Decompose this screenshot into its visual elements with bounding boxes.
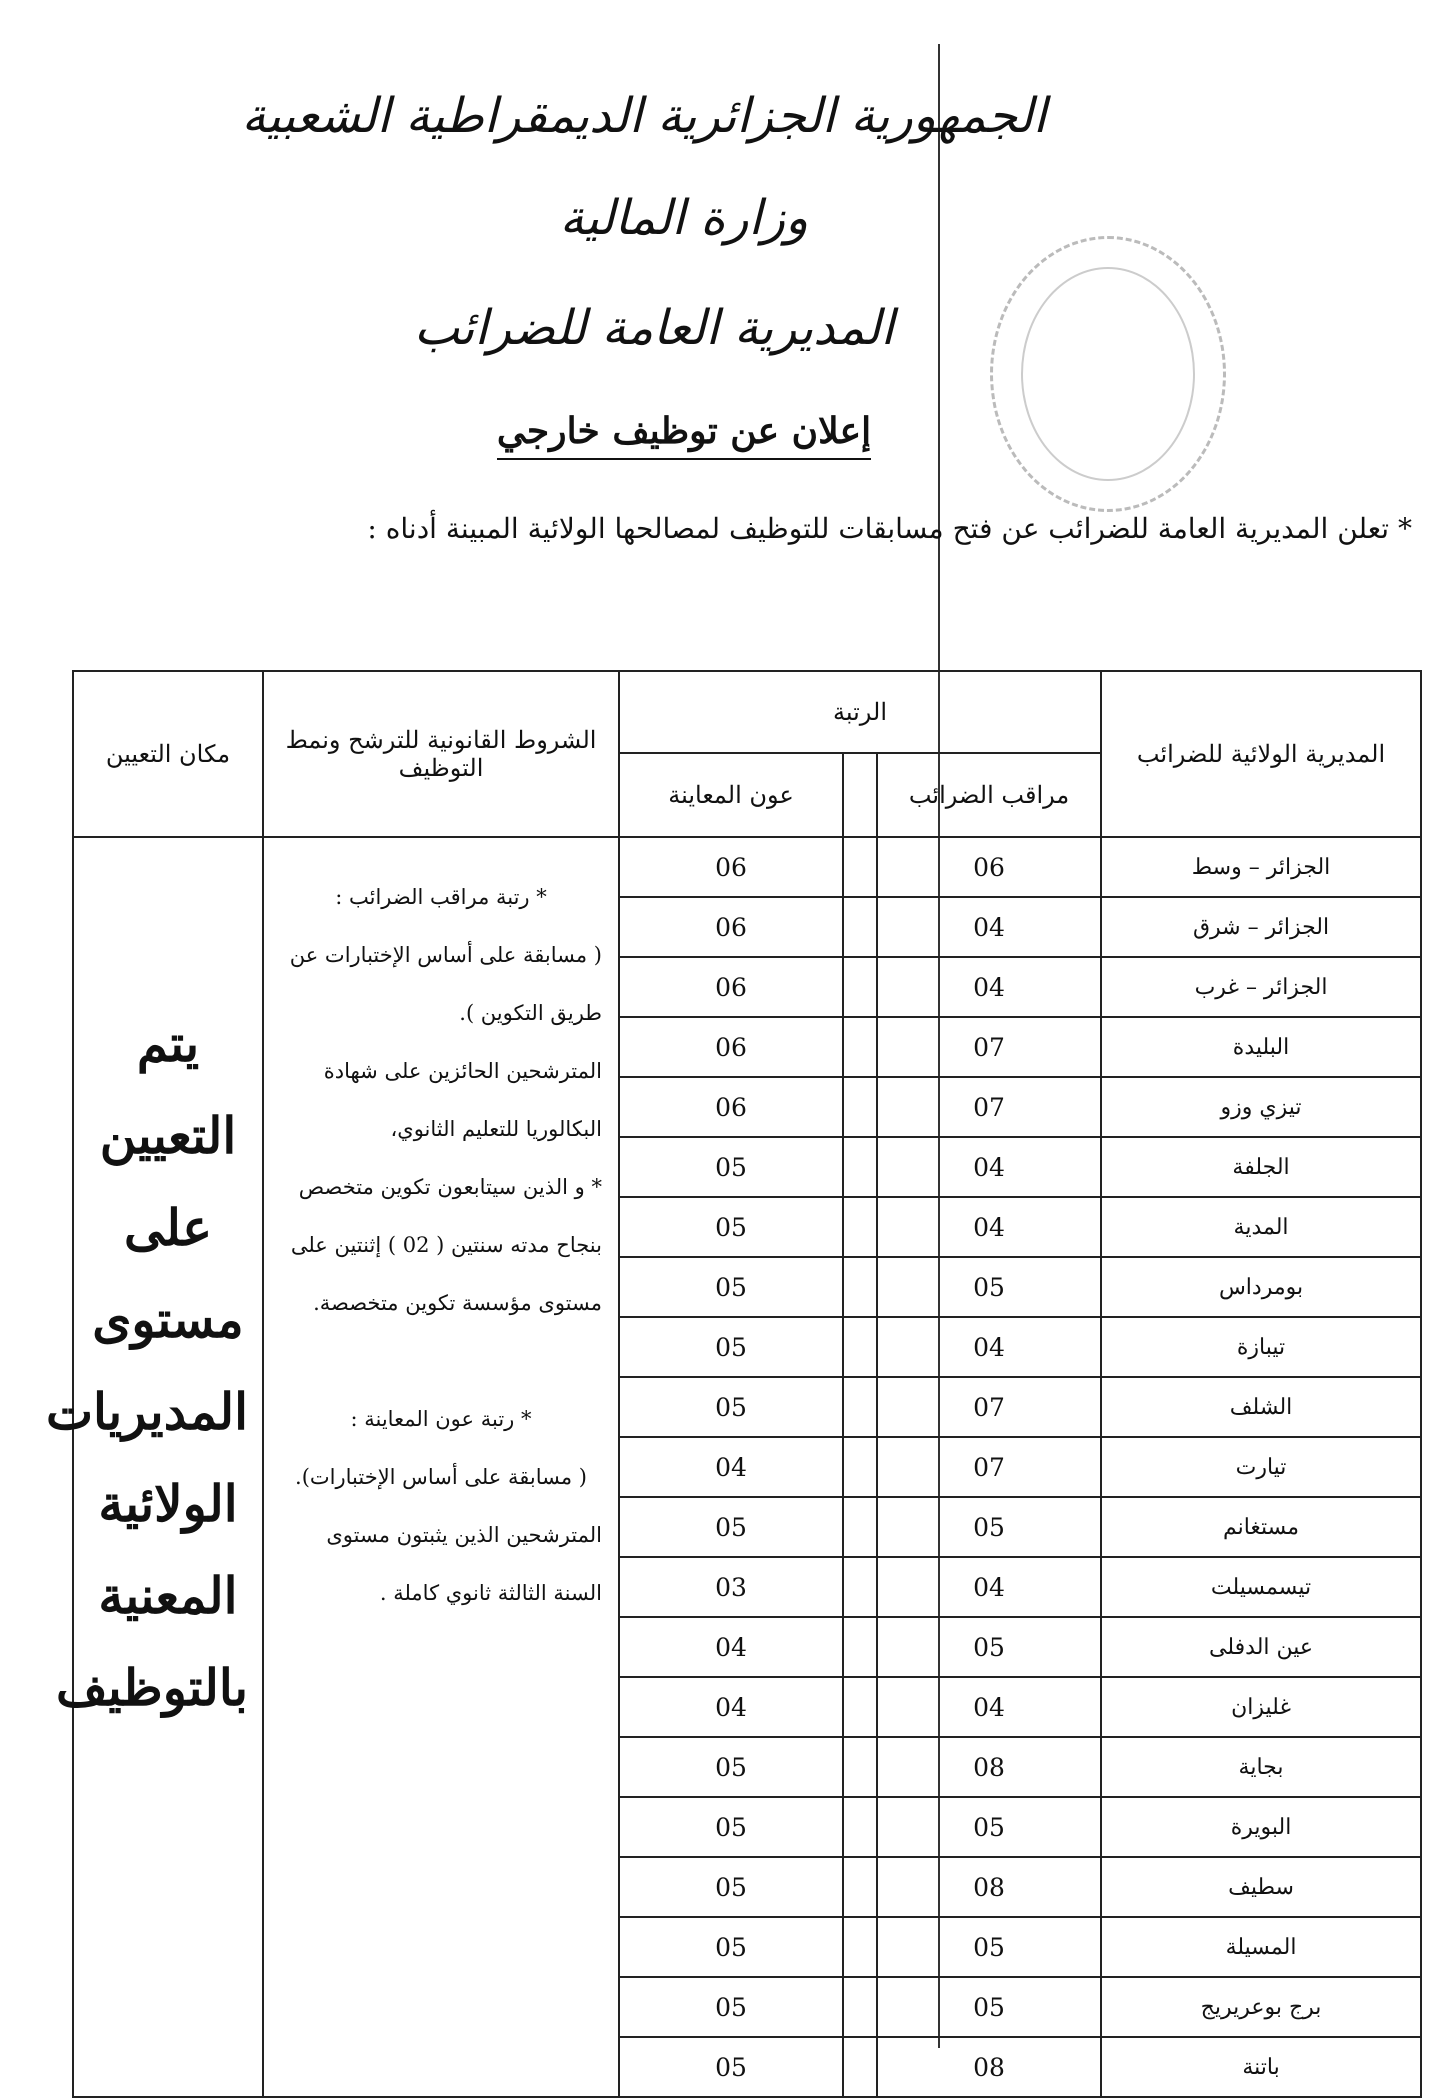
intro-text: * تعلن المديرية العامة للضرائب عن فتح مسابقات للتوظيف لمصالحها الولائية المبينة أدناه : (367, 512, 1412, 545)
ministry-title: وزارة المالية (559, 190, 809, 246)
controller-count-cell: 04 (877, 1197, 1101, 1257)
wilaya-cell: غليزان (1101, 1677, 1421, 1737)
condition-controller-mode: ( مسابقة على أساس الإختبارات عن طريق التكوين ). (289, 943, 602, 1025)
controller-count-cell: 04 (877, 897, 1101, 957)
wilaya-cell: عين الدفلى (1101, 1617, 1421, 1677)
agent-count-cell: 05 (619, 1797, 843, 1857)
header-grade: الرتبة (619, 671, 1101, 753)
agent-count-cell: 06 (619, 957, 843, 1017)
table-row (73, 837, 1421, 897)
header-grade-controller: مراقب الضرائب (877, 753, 1101, 837)
agent-count-cell: 06 (619, 837, 843, 897)
controller-count-cell: 05 (877, 1977, 1101, 2037)
wilaya-cell: تيزي وزو (1101, 1077, 1421, 1137)
wilaya-cell: باتنة (1101, 2037, 1421, 2097)
agent-count-cell: 05 (619, 1977, 843, 2037)
wilaya-cell: البويرة (1101, 1797, 1421, 1857)
gap-cell (843, 1137, 877, 1197)
controller-count-cell: 05 (877, 1257, 1101, 1317)
agent-count-cell: 05 (619, 1377, 843, 1437)
gap-cell (843, 1977, 877, 2037)
controller-count-cell: 05 (877, 1797, 1101, 1857)
controller-count-cell: 04 (877, 1317, 1101, 1377)
agent-count-cell: 05 (619, 1737, 843, 1797)
controller-count-cell: 08 (877, 2037, 1101, 2097)
wilaya-cell: بومرداس (1101, 1257, 1421, 1317)
agent-count-cell: 05 (619, 1317, 843, 1377)
condition-agent-req: المترشحين الذين يثبتون مستوى السنة الثالثة ثانوي كاملة . (326, 1523, 602, 1605)
wilaya-cell: بجاية (1101, 1737, 1421, 1797)
agent-count-cell: 05 (619, 1497, 843, 1557)
wilaya-cell: البليدة (1101, 1017, 1421, 1077)
announcement-title: إعلان عن توظيف خارجي (0, 410, 1408, 452)
conditions-cell (263, 837, 619, 2097)
agent-count-cell: 04 (619, 1437, 843, 1497)
gap-cell (843, 1017, 877, 1077)
header-place: مكان التعيين (73, 671, 263, 837)
wilaya-cell: المسيلة (1101, 1917, 1421, 1977)
controller-count-cell: 08 (877, 1737, 1101, 1797)
controller-count-cell: 07 (877, 1377, 1101, 1437)
header-wilaya: المديرية الولائية للضرائب (1101, 671, 1421, 837)
gap-cell (843, 897, 877, 957)
condition-agent-mode: ( مسابقة على أساس الإختبارات). (295, 1465, 587, 1489)
place-cell (45, 837, 263, 2097)
condition-spacer (280, 1332, 602, 1390)
controller-count-cell: 07 (877, 1077, 1101, 1137)
official-stamp-icon (990, 236, 1226, 512)
wilaya-cell: المدية (1101, 1197, 1421, 1257)
gap-cell (843, 1917, 877, 1977)
gap-cell (843, 1317, 877, 1377)
wilaya-cell: الجلفة (1101, 1137, 1421, 1197)
condition-agent-title: * رتبة عون المعاينة : (350, 1407, 532, 1431)
controller-count-cell: 04 (877, 1677, 1101, 1737)
controller-count-cell: 06 (877, 837, 1101, 897)
republic-title: الجمهورية الجزائرية الديمقراطية الشعبية (241, 88, 1047, 144)
header-conditions: الشروط القانونية للترشح ونمط التوظيف (263, 671, 619, 837)
controller-count-cell: 08 (877, 1857, 1101, 1917)
wilaya-cell: سطيف (1101, 1857, 1421, 1917)
directorate-title: المديرية العامة للضرائب (414, 300, 894, 356)
condition-controller-req1: المترشحين الحائزين على شهادة البكالوريا للتعليم الثانوي، (323, 1059, 602, 1141)
gap-cell (843, 1257, 877, 1317)
condition-controller-req2: * و الذين سيتابعون تكوين متخصص بنجاح مدته سنتين ( 02 ) إثنتين على مستوى مؤسسة تكوين متخصصة. (290, 1175, 602, 1315)
gap-cell (843, 1557, 877, 1617)
table-body (45, 837, 1421, 2097)
gap-cell (843, 2037, 877, 2097)
wilaya-cell: الجزائر – شرق (1101, 897, 1421, 957)
gap-cell (843, 1377, 877, 1437)
agent-count-cell: 03 (619, 1557, 843, 1617)
gap-cell (843, 1677, 877, 1737)
controller-count-cell: 07 (877, 1017, 1101, 1077)
agent-count-cell: 05 (619, 1197, 843, 1257)
gap-cell (843, 1197, 877, 1257)
wilaya-cell: الجزائر – غرب (1101, 957, 1421, 1017)
gap-cell (843, 1077, 877, 1137)
wilaya-cell: الجزائر – وسط (1101, 837, 1421, 897)
gap-cell (843, 957, 877, 1017)
agent-count-cell: 05 (619, 1137, 843, 1197)
condition-controller-title: * رتبة مراقب الضرائب : (335, 885, 547, 909)
agent-count-cell: 06 (619, 1077, 843, 1137)
gap-cell (843, 1497, 877, 1557)
agent-count-cell: 05 (619, 1917, 843, 1977)
gap-cell (843, 1857, 877, 1917)
wilaya-cell: مستغانم (1101, 1497, 1421, 1557)
header-grade-agent: عون المعاينة (619, 753, 843, 837)
controller-count-cell: 04 (877, 1137, 1101, 1197)
agent-count-cell: 06 (619, 897, 843, 957)
agent-count-cell: 04 (619, 1617, 843, 1677)
controller-count-cell: 05 (877, 1617, 1101, 1677)
agent-count-cell: 05 (619, 2037, 843, 2097)
gap-cell (843, 1617, 877, 1677)
wilaya-cell: برج بوعريريج (1101, 1977, 1421, 2037)
gap-cell (843, 1437, 877, 1497)
controller-count-cell: 05 (877, 1917, 1101, 1977)
gap-cell (843, 837, 877, 897)
agent-count-cell: 06 (619, 1017, 843, 1077)
wilaya-cell: تيارت (1101, 1437, 1421, 1497)
agent-count-cell: 05 (619, 1257, 843, 1317)
gap-cell (843, 1797, 877, 1857)
gap-cell (843, 1737, 877, 1797)
controller-count-cell: 04 (877, 1557, 1101, 1617)
header-gap (843, 753, 877, 837)
wilaya-cell: تيبازة (1101, 1317, 1421, 1377)
agent-count-cell: 04 (619, 1677, 843, 1737)
controller-count-cell: 04 (877, 957, 1101, 1017)
wilaya-cell: الشلف (1101, 1377, 1421, 1437)
place-text: يتم التعيين على مستوى المديريات الولائية المعنية بالتوظيف (45, 1014, 248, 1717)
recruitment-table (45, 670, 1422, 2098)
controller-count-cell: 07 (877, 1437, 1101, 1497)
controller-count-cell: 05 (877, 1497, 1101, 1557)
agent-count-cell: 05 (619, 1857, 843, 1917)
wilaya-cell: تيسمسيلت (1101, 1557, 1421, 1617)
